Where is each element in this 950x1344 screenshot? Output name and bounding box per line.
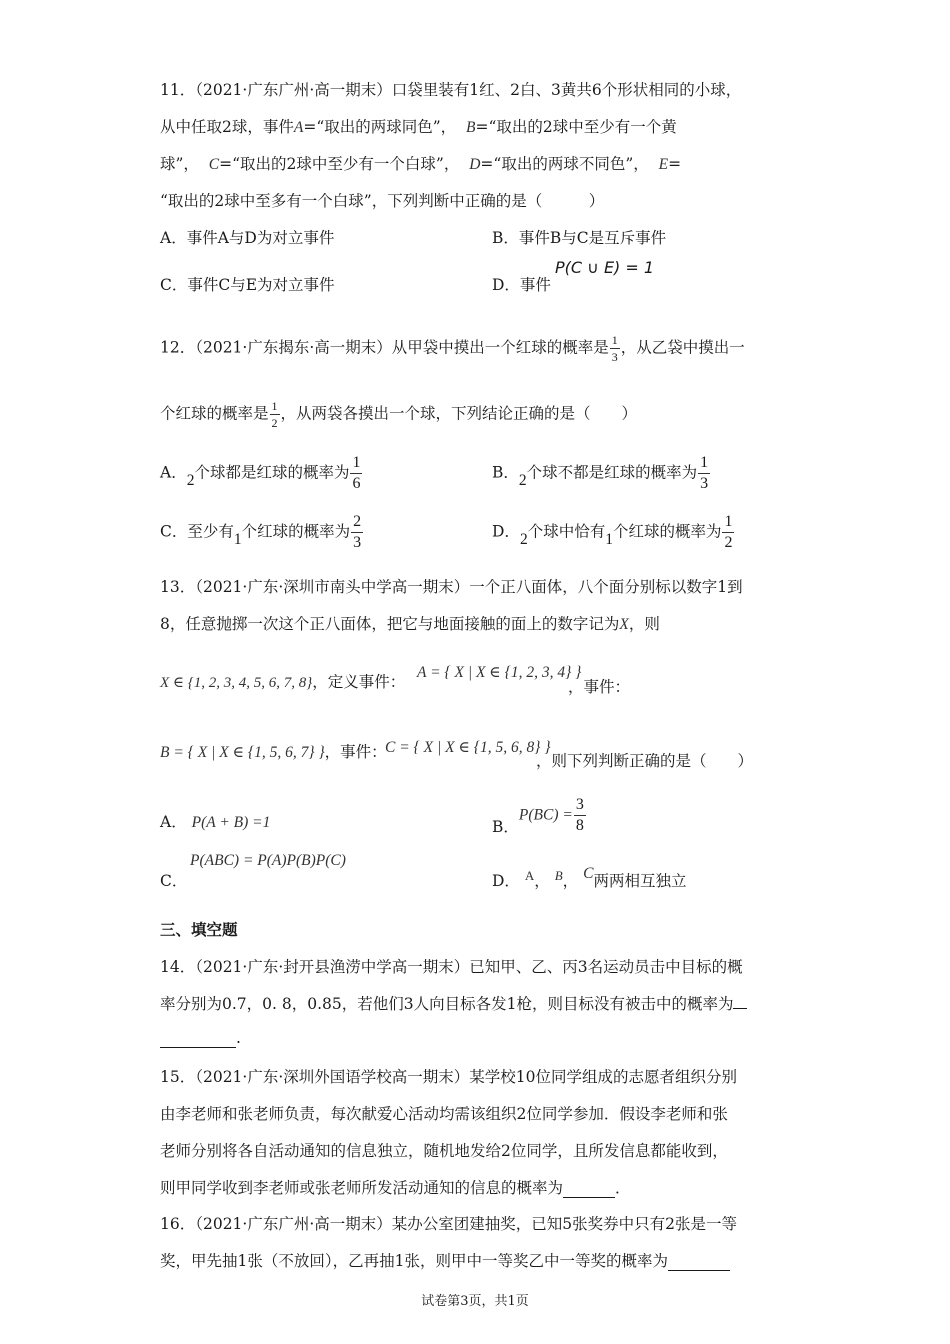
q11-option-c (160, 273, 335, 295)
q13-option-c-math: P(ABC) = P(A)P(B)P(C) (190, 852, 346, 869)
q12-option-c-text: 个红球的概率为 (241, 522, 351, 541)
q11-stem-3a: 球”， (160, 155, 199, 173)
q12-stem-2a: 个红球的概率是 (160, 404, 269, 423)
q11-event-b: B (466, 119, 476, 136)
q12-option-b-num-top: 1 (698, 455, 710, 474)
q13-stem-4b: ，事件： (324, 743, 387, 761)
q13-stem-2b: ，则 (628, 615, 660, 633)
q12-option-c-label: C．至少有 (160, 522, 234, 541)
q13-option-b-fraction (574, 797, 586, 834)
q14-answer-blank-1[interactable] (733, 1008, 747, 1009)
q13-line-4 (160, 740, 387, 762)
q12-line-1 (160, 334, 745, 363)
q12-option-b-num: 2 (518, 471, 527, 489)
q13-set-b: B = { X | X ∈ {1, 5, 6, 7} } (160, 744, 325, 761)
q16-stem-2: 奖，甲先抽1张（不放回），乙再抽1张，则甲中一等奖乙中一等奖的概率为 (160, 1252, 668, 1270)
q13-set-a: A = { X | X ∈ {1, 2, 3, 4} } (417, 664, 582, 681)
q14-line-2 (160, 992, 747, 1014)
q16-line-2 (160, 1249, 730, 1271)
q13-set-x: X ∈ {1, 2, 3, 4, 5, 6, 7, 8} (160, 675, 313, 691)
q13-option-b-num: 3 (574, 797, 586, 816)
q13-option-b-label: B． (492, 817, 519, 836)
q13-option-c-label: C． (160, 872, 188, 890)
q15-line-1 (160, 1065, 737, 1087)
q11-line-3 (160, 152, 681, 174)
q11-event-c-def: =“取出的2球中至少有一个白球”， (219, 155, 460, 173)
q12-option-a-fraction (350, 455, 362, 492)
q12-option-d-num-top: 1 (722, 514, 734, 533)
q15-line-4 (160, 1176, 631, 1198)
q13-option-d-sep1: ， (534, 872, 550, 890)
q13-option-b (492, 797, 587, 834)
q12-option-a-label: A． (160, 463, 187, 482)
q12-stem-1: 12．（2021·广东揭东·高一期末）从甲袋中摸出一个红球的概率是 (160, 338, 609, 357)
q11-event-d: D (469, 156, 481, 173)
q12-line-2 (160, 400, 637, 429)
q11-option-d-math: P(C ∪ E) = 1 (555, 258, 655, 277)
page-footer: 试卷第3页，共1页 (421, 1294, 529, 1309)
q11-line-2 (160, 115, 677, 137)
q11-stem-2a: 从中任取2球，事件 (160, 118, 294, 136)
q11-event-a-def: =“取出的两球同色”， (303, 118, 457, 136)
q11-event-a: A (293, 119, 304, 136)
q11-option-a (160, 226, 334, 248)
q11-option-a-text: A．事件A与D为对立事件 (160, 229, 335, 247)
q15-stem-2: 由李老师和张老师负责，每次献爱心活动均需该组织2位同学参加．假设李老师和张 (160, 1105, 728, 1123)
q12-option-c-num: 1 (233, 530, 242, 548)
q11-option-c-text: C．事件C与E为对立事件 (160, 276, 335, 294)
q14-stem-1: 14．（2021·广东·封开县渔涝中学高一期末）已知甲、乙、丙3名运动员击中目标的概 (160, 958, 743, 976)
q12-option-d-fraction (722, 514, 734, 551)
q12-option-c-den: 3 (353, 534, 362, 551)
q14-line-1 (160, 955, 743, 977)
q15-line-2 (160, 1102, 728, 1124)
q13-option-d-sep2: ， (562, 872, 579, 890)
q13-stem-2a: 8，任意抛掷一次这个正八面体，把它与地面接触的面上的数字记为 (160, 615, 620, 633)
q11-option-d (492, 273, 551, 295)
q12-option-d (492, 514, 735, 551)
q12-fraction-1-den: 3 (611, 350, 618, 364)
q12-option-b-fraction (698, 455, 710, 492)
q16-answer-blank[interactable] (668, 1252, 730, 1271)
q11-event-e: E (658, 156, 669, 173)
q13-line-2 (160, 612, 660, 634)
q13-var-x: X (619, 616, 629, 633)
section-title: 三、填空题 (160, 920, 238, 939)
q12-option-b-label: B． (492, 463, 519, 482)
q14-answer-blank-2[interactable] (160, 1029, 236, 1048)
q15-period: ． (615, 1179, 631, 1197)
q13-stem-4c: ，则下列判断正确的是（ ） (536, 752, 754, 770)
q15-stem-3: 老师分别将各自活动通知的信息独立，随机地发给2位同学，且所发信息都能收到， (160, 1142, 728, 1160)
q13-stem-3c: ，事件： (568, 678, 631, 696)
q14-line-3 (160, 1029, 241, 1048)
q11-event-e-eq: = (668, 155, 682, 173)
q12-option-d-label: D． (492, 522, 520, 541)
q13-option-c-label-row (160, 869, 187, 891)
q12-option-c (160, 514, 364, 551)
q14-period: . (236, 1029, 241, 1047)
q13-stem-1: 13．（2021·广东·深圳市南头中学高一期末）一个正八面体，八个面分别标以数字1到 (160, 578, 743, 596)
q11-option-b-text: B．事件B与C是互斥事件 (492, 229, 667, 247)
q12-fraction-2-num: 1 (271, 399, 278, 413)
q12-fraction-2 (270, 400, 280, 429)
q13-option-a-math: P(A + B) =1 (191, 814, 271, 831)
q12-fraction-1 (610, 334, 620, 363)
q13-option-b-den: 8 (575, 817, 584, 834)
q11-stem-4: “取出的2球中至多有一个白球”，下列判断中正确的是（ ） (160, 192, 605, 210)
q15-answer-blank[interactable] (563, 1179, 615, 1198)
q11-option-d-text: D．事件 (492, 276, 551, 294)
q12-option-d-num2: 1 (605, 530, 613, 548)
q12-option-a-text: 个球都是红球的概率为 (194, 463, 350, 482)
q13-option-d-c: C (583, 865, 594, 882)
q13-line-1 (160, 575, 743, 597)
q11-option-b (492, 226, 666, 248)
q15-line-3 (160, 1139, 728, 1161)
q13-option-d-text: 两两相互独立 (593, 872, 687, 890)
q13-option-d-b: B (554, 868, 563, 883)
q12-option-d-num1: 2 (519, 530, 528, 548)
q15-stem-1: 15．（2021·广东·深圳外国语学校高一期末）某学校10位同学组成的志愿者组织分别 (160, 1068, 737, 1086)
q13-option-a (160, 810, 270, 832)
q11-event-d-def: =“取出的两球不同色”， (480, 155, 649, 173)
q12-option-a-num-top: 1 (350, 455, 362, 474)
q12-option-a-num: 2 (186, 471, 195, 489)
q12-option-c-fraction (351, 514, 363, 551)
q11-event-b-def: =“取出的2球中至少有一个黄 (475, 118, 677, 136)
q13-option-a-label: A． (160, 813, 187, 831)
q13-line-3 (160, 670, 405, 692)
q12-option-b-text: 个球不都是红球的概率为 (526, 463, 698, 482)
q12-fraction-1-num: 1 (611, 333, 618, 347)
q13-option-d-label: D． (492, 872, 520, 890)
q12-option-d-text1: 个球中恰有 (527, 522, 606, 541)
q11-event-c: C (208, 156, 220, 173)
q11-line-1 (160, 78, 741, 100)
q13-option-d (492, 865, 687, 891)
q13-stem-3b: ，定义事件： (312, 673, 406, 691)
q16-stem-1: 16．（2021·广东广州·高一期末）某办公室团建抽奖，已知5张奖券中只有2张是一等 (160, 1215, 737, 1233)
q12-option-b (492, 455, 711, 492)
q16-line-1 (160, 1212, 737, 1234)
q11-line-4 (160, 189, 604, 211)
q15-stem-4: 则甲同学收到李老师或张老师所发活动通知的信息的概率为 (160, 1179, 564, 1197)
q14-stem-2: 率分别为0.7，0. 8，0.85，若他们3人向目标各发1枪，则目标没有被击中的概率为 (160, 995, 734, 1013)
q12-option-d-den: 2 (724, 534, 733, 551)
q12-option-d-text2: 个红球的概率为 (612, 522, 722, 541)
q12-option-b-den: 3 (700, 475, 709, 492)
q12-stem-1b: ，从乙袋中摸出一 (620, 338, 745, 357)
q11-stem-1: 11．（2021·广东广州·高一期末）口袋里装有1红、2白、3黄共6个形状相同的小球， (160, 81, 742, 99)
q13-set-c: C = { X | X ∈ {1, 5, 6, 8} } (385, 739, 551, 756)
q13-option-d-a: A (524, 868, 535, 883)
q13-option-b-math: P(BC) = (518, 806, 573, 824)
q12-option-c-num-top: 2 (351, 514, 363, 533)
q12-stem-2b: ，从两袋各摸出一个球，下列结论正确的是（ ） (280, 404, 638, 423)
q12-option-a (160, 455, 363, 492)
q12-fraction-2-den: 2 (271, 416, 278, 430)
q12-option-a-den: 6 (352, 475, 361, 492)
